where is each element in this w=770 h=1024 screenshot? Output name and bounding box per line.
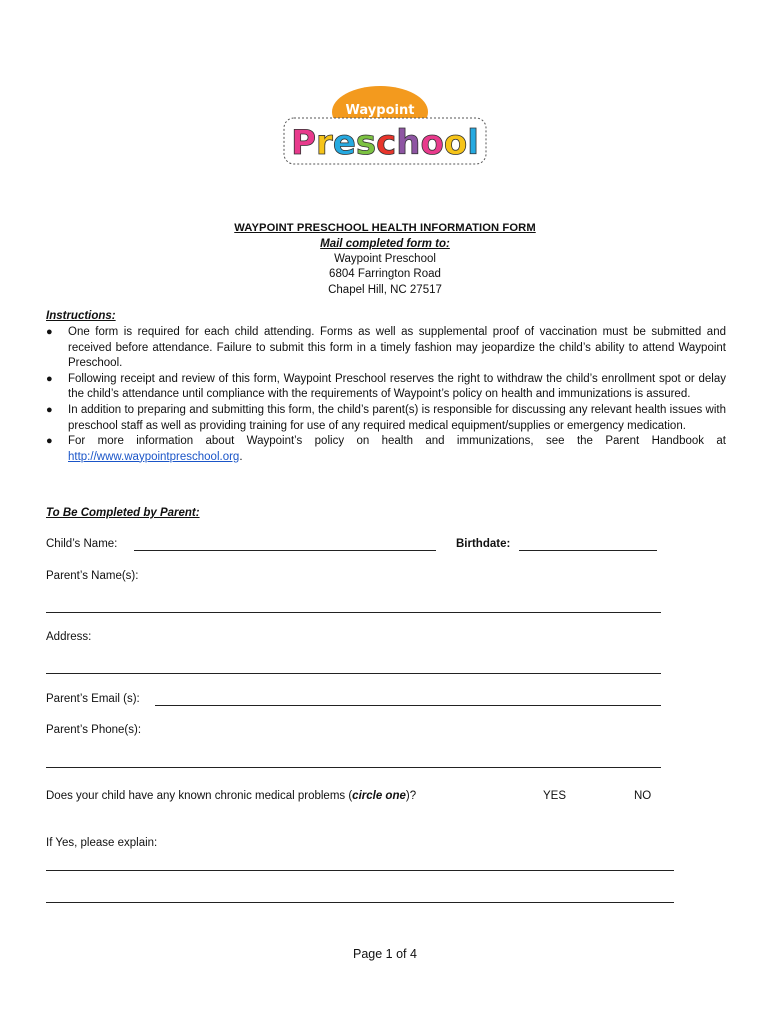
page-number: Page 1 of 4 — [353, 947, 417, 961]
bullet-icon: ● — [46, 326, 53, 338]
chronic-problems-question — [46, 790, 416, 802]
instruction-item — [46, 434, 726, 465]
no-option[interactable]: NO — [634, 790, 652, 802]
link-period: . — [239, 450, 243, 463]
child-name-field[interactable] — [134, 550, 436, 551]
birthdate-field[interactable] — [519, 550, 657, 551]
logo-letter: l — [467, 123, 479, 163]
address-line-2: 6804 Farrington Road — [329, 268, 441, 280]
logo-letter: c — [376, 123, 397, 163]
circle-one-text: circle one — [352, 790, 406, 802]
logo-letter: e — [332, 123, 356, 163]
parents-name-label: Parent’s Name(s): — [46, 570, 139, 582]
instruction-text: In addition to preparing and submitting this form, the child’s parent(s) is responsible for discussing any relevant health issues with preschool staff as well as providing training for use of any required medical equipment/supplies or emergency medication. — [68, 403, 726, 432]
logo-letter: o — [443, 123, 468, 163]
question-start: Does your child have any known chronic medical problems ( — [46, 790, 353, 802]
explain-field-line-2[interactable] — [46, 902, 674, 903]
instruction-item — [46, 403, 726, 434]
question-end: )? — [405, 790, 417, 802]
email-field[interactable] — [155, 705, 661, 706]
phone-label: Parent’s Phone(s): — [46, 724, 142, 736]
logo-letter: o — [420, 123, 444, 163]
instruction-item — [46, 325, 726, 372]
logo-letter: h — [396, 123, 421, 163]
logo-top-text: Waypoint — [345, 103, 415, 118]
logo-main-text — [291, 123, 479, 163]
logo-letter: P — [291, 123, 317, 163]
bullet-icon: ● — [46, 403, 53, 416]
parent-section-heading: To Be Completed by Parent: — [46, 507, 200, 519]
instructions-heading: Instructions: — [46, 310, 116, 322]
address-label: Address: — [46, 631, 92, 643]
waypoint-preschool-logo — [280, 72, 490, 172]
explain-field-line-1[interactable] — [46, 870, 674, 871]
explain-label: If Yes, please explain: — [46, 837, 158, 849]
handbook-link[interactable]: http://www.waypointpreschool.org — [68, 450, 240, 463]
mail-label: Mail completed form to: — [320, 238, 450, 250]
instruction-text: For more information about Waypoint’s policy on health and immunizations, see the Parent Handbook at — [68, 435, 726, 448]
instruction-item — [46, 372, 726, 403]
form-title: WAYPOINT PRESCHOOL HEALTH INFORMATION FORM — [234, 222, 536, 234]
bullet-icon: ● — [46, 372, 53, 385]
email-label: Parent’s Email (s): — [46, 693, 140, 705]
yes-option[interactable]: YES — [543, 790, 567, 802]
address-field[interactable] — [46, 673, 661, 674]
phone-field[interactable] — [46, 767, 661, 768]
parents-name-field[interactable] — [46, 612, 661, 613]
logo-letter: r — [316, 123, 333, 163]
bullet-icon: ● — [46, 435, 53, 448]
instructions-list — [46, 325, 726, 465]
instruction-text: Following receipt and review of this form, Waypoint Preschool reserves the right to withdraw the child’s enrollment spot or delay the child’s attendance until compliance with the requirements of Waypoint’s policy on health and immunizations is assured. — [68, 372, 726, 401]
instruction-text: One form is required for each child attending. Forms as well as supplemental proof of vaccination must be submitted and received before attendance. Failure to submit this form in a timely fashion may jeopardize the child’s ability to attend Waypoint Preschool. — [68, 326, 726, 370]
address-line-3: Chapel Hill, NC 27517 — [328, 284, 442, 296]
birthdate-label: Birthdate: — [456, 538, 511, 550]
child-name-label: Child’s Name: — [46, 538, 118, 550]
logo-letter: s — [355, 123, 377, 163]
address-line-1: Waypoint Preschool — [334, 253, 436, 265]
